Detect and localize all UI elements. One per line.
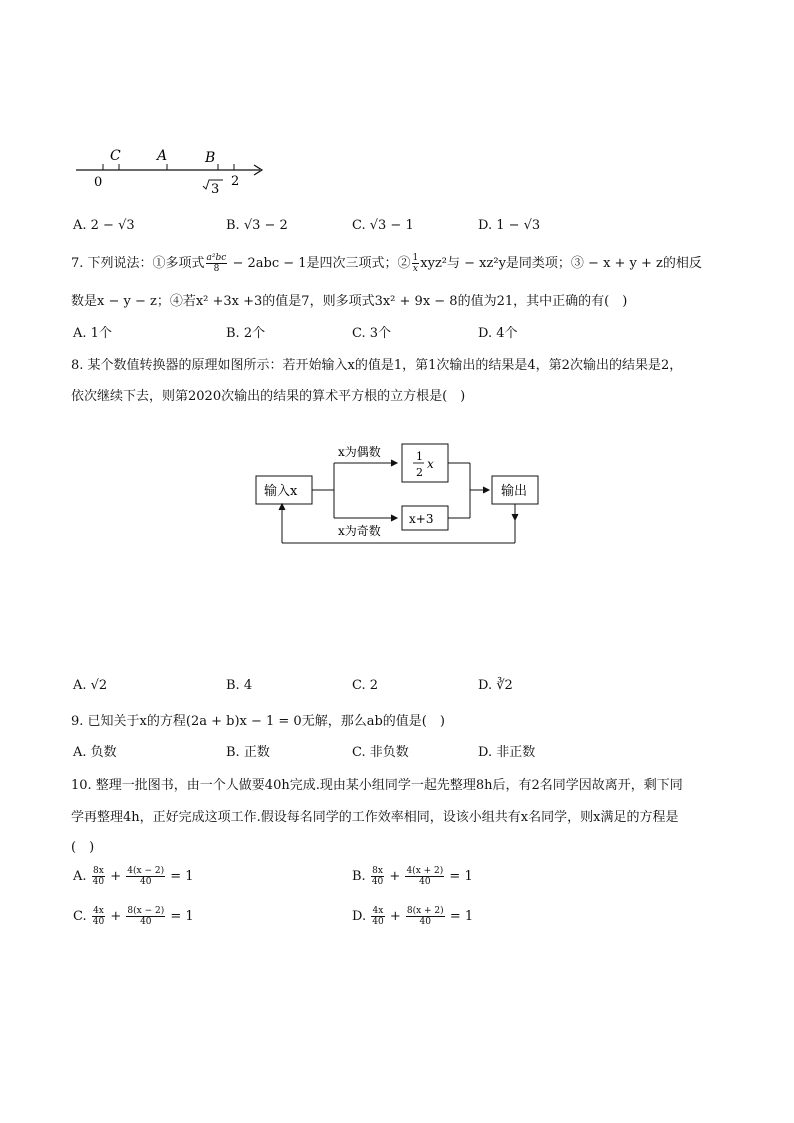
q10-a-num1: 8x — [92, 866, 104, 876]
q10-option-d: D. $\frac{4x}{40}$ + $\frac{8(x + 2)}{40}$ = 1 — [352, 906, 474, 927]
point-label-b: B — [205, 150, 216, 166]
q7-text-b: − 2abc − 1是四次三项式；② — [228, 256, 411, 271]
q10-d-num2: 8(x + 2) — [406, 906, 444, 916]
q10-a-num2: 4(x − 2) — [127, 866, 165, 876]
q9-line-1: 9. 已知关于x的方程(2a + b)x − 1 = 0无解，那么ab的值是( ) — [71, 714, 445, 729]
q7-option-d: D. 4个 — [478, 326, 518, 341]
q10-option-d-letter: D. — [352, 909, 367, 924]
half-numerator: 1 — [416, 450, 423, 463]
q9-option-c: C. 非负数 — [352, 745, 409, 760]
tick-label-zero: 0 — [94, 175, 103, 190]
q10-option-b: B. $\frac{8x}{40}$ + $\frac{4(x + 2)}{40}$ = 1 — [352, 866, 473, 887]
q10-a-rhs: = 1 — [170, 869, 194, 884]
even-branch-label: x为偶数 — [338, 445, 381, 459]
output-label: 输出 — [501, 484, 528, 499]
q7-frac1-num: a²bc — [206, 253, 227, 263]
q7-option-a: A. 1个 — [73, 326, 112, 341]
q8-option-a: A. √2 — [73, 678, 108, 693]
number-line-figure — [70, 140, 280, 200]
q10-option-c: C. $\frac{4x}{40}$ + $\frac{8(x - 2)}{40}$ = 1 — [73, 906, 194, 927]
converter-diagram — [250, 438, 550, 553]
half-box — [402, 444, 448, 482]
q6-option-d: D. 1 − √3 — [478, 218, 541, 233]
odd-branch-label: x为奇数 — [338, 524, 381, 538]
q7-text-c: xyz²与 − xz²y是同类项；③ − x + y + z的相反 — [420, 256, 702, 271]
point-label-a: A — [157, 148, 168, 164]
q10-a-den1: 40 — [92, 877, 105, 887]
q7-frac2-num: 1 — [412, 253, 419, 263]
q7-fraction-2 — [412, 253, 420, 274]
q6-option-c: C. √3 − 1 — [352, 218, 414, 233]
q8-line-1: 8. 某个数值转换器的原理如图所示：若开始输入x的值是1，第1次输出的结果是4，第2次输出的结果是2， — [71, 358, 683, 373]
q7-frac2-den: x — [412, 264, 418, 274]
q10-b-num1: 8x — [372, 866, 383, 876]
q9-option-d: D. 非正数 — [478, 745, 536, 760]
q6-option-b: B. √3 − 2 — [226, 218, 288, 233]
q10-d-den2: 40 — [419, 917, 431, 927]
half-denominator: 2 — [416, 466, 423, 479]
q7-line-2: 数是x − y − z；④若x² +3x +3的值是7，则多项式3x² + 9x − 8的值为21，其中正确的有( ) — [71, 294, 628, 309]
q10-line-1: 10. 整理一批图书，由一个人做要40h完成.现由某小组同学一起先整理8h后，有2名同学因故离开，剩下同 — [71, 778, 683, 793]
q8-line-2: 依次继续下去，则第2020次输出的结果的算术平方根的立方根是( ) — [71, 389, 466, 404]
q10-b-den1: 40 — [371, 877, 384, 887]
q10-option-b-letter: B. — [352, 869, 366, 884]
q10-line-2: 学再整理4h，正好完成这项工作.假设每名同学的工作效率相同，设该小组共有x名同学，则x满足的方程是 — [71, 810, 679, 825]
q7-line-1 — [71, 252, 702, 274]
q8-option-b: B. 4 — [226, 678, 253, 693]
input-label: 输入x — [264, 484, 298, 499]
half-variable: x — [427, 457, 434, 471]
q10-b-num2: 4(x + 2) — [406, 866, 444, 876]
q9-option-b: B. 正数 — [226, 745, 270, 760]
q10-line-3: ( ) — [71, 840, 95, 855]
q8-option-d: D. ∛2 — [478, 678, 513, 693]
q8-option-c: C. 2 — [352, 678, 379, 693]
plus-three-label: x+3 — [409, 512, 434, 526]
q7-text-a: 7. 下列说法：①多项式 — [71, 256, 205, 271]
point-label-c: C — [110, 148, 121, 164]
tick-label-sqrt3: 3 — [211, 182, 220, 197]
q10-c-den2: 40 — [140, 917, 152, 927]
q10-c-rhs: = 1 — [170, 909, 194, 924]
q10-b-rhs: = 1 — [449, 869, 473, 884]
q10-c-den1: 40 — [92, 917, 105, 927]
q10-option-a: A. $\frac{8x}{40}$ + $\frac{4(x - 2)}{40}$ = 1 — [73, 866, 194, 887]
q6-option-a: A. 2 − √3 — [73, 218, 135, 233]
q10-d-rhs: = 1 — [449, 909, 474, 924]
q10-d-num1: 4x — [372, 906, 384, 916]
q10-c-num2: 8(x − 2) — [127, 906, 165, 916]
q7-option-c: C. 3个 — [352, 326, 392, 341]
q10-b-den2: 40 — [419, 877, 431, 887]
q10-d-den1: 40 — [372, 917, 384, 927]
tick-label-two: 2 — [231, 174, 240, 189]
q7-option-b: B. 2个 — [226, 326, 266, 341]
q9-option-a: A. 负数 — [73, 745, 117, 760]
q7-frac1-den: 8 — [213, 264, 220, 274]
q10-option-a-letter: A. — [73, 869, 87, 884]
q10-a-den2: 40 — [139, 877, 152, 887]
q7-fraction-1 — [206, 253, 228, 274]
q10-option-c-letter: C. — [73, 909, 87, 924]
q10-c-num1: 4x — [93, 906, 104, 916]
